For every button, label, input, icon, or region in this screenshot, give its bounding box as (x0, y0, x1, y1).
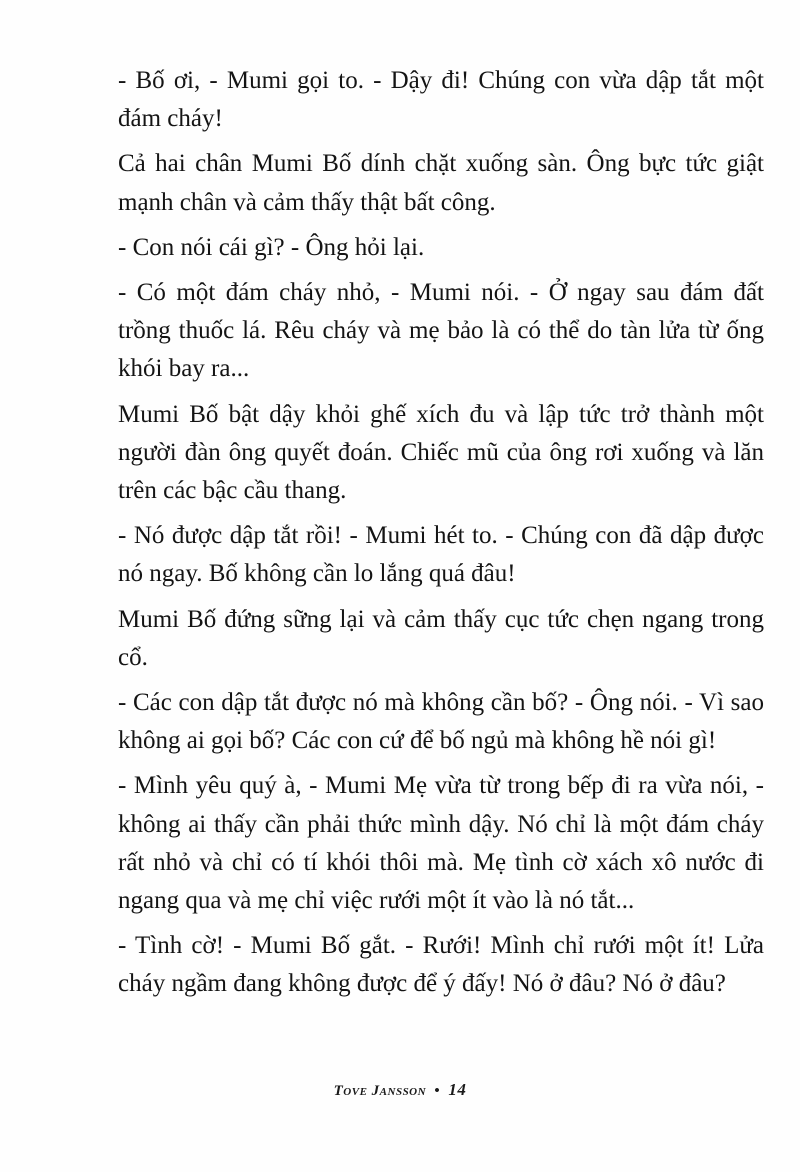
footer-author: Tove Jansson (333, 1083, 427, 1099)
paragraph-3: - Con nói cái gì? - Ông hỏi lại. (118, 233, 425, 261)
paragraph-7: Mumi Bố đứng sững lại và cảm thấy cục tức chẹn ngang trong cổ. (118, 605, 764, 671)
paragraph-2: Cả hai chân Mumi Bố dính chặt xuống sàn. Ông bực tức giật mạnh chân và cảm thấy thật bất công. (118, 150, 764, 216)
paragraph-6: - Nó được dập tắt rồi! - Mumi hét to. - Chúng con đã dập được nó ngay. Bố không cần lo lắng quá đâu! (118, 522, 764, 588)
paragraph-9: - Mình yêu quý à, - Mumi Mẹ vừa từ trong bếp đi ra vừa nói, - không ai thấy cần phải thức mình dậy. Nó chỉ là một đám cháy rất nhỏ và chỉ có tí khói thôi mà. Mẹ tình cờ xách xô nước đi ngang qua và mẹ chỉ việc rưới một ít vào là nó tắt... (118, 772, 764, 915)
body-text (118, 62, 764, 1004)
paragraph-8: - Các con dập tắt được nó mà không cần bố? - Ông nói. - Vì sao không ai gọi bố? Các con cứ để bố ngủ mà không hề nói gì! (118, 689, 764, 755)
page-number: 14 (448, 1080, 467, 1099)
paragraph-5: Mumi Bố bật dậy khỏi ghế xích đu và lập tức trở thành một người đàn ông quyết đoán. Chiếc mũ của ông rơi xuống và lăn trên các bậc cầu thang. (118, 400, 764, 505)
paragraph-10: - Tình cờ! - Mumi Bố gắt. - Rưới! Mình chỉ rưới một ít! Lửa cháy ngầm đang không được để ý đấy! Nó ở đâu? Nó ở đâu? (118, 932, 764, 998)
page-footer (0, 1080, 800, 1100)
paragraph-4: - Có một đám cháy nhỏ, - Mumi nói. - Ở ngay sau đám đất trồng thuốc lá. Rêu cháy và mẹ bảo là có thể do tàn lửa từ ống khói bay ra... (118, 279, 764, 383)
footer-separator: • (434, 1083, 441, 1099)
paragraph-1: - Bố ơi, - Mumi gọi to. - Dậy đi! Chúng con vừa dập tắt một đám cháy! (118, 67, 764, 133)
